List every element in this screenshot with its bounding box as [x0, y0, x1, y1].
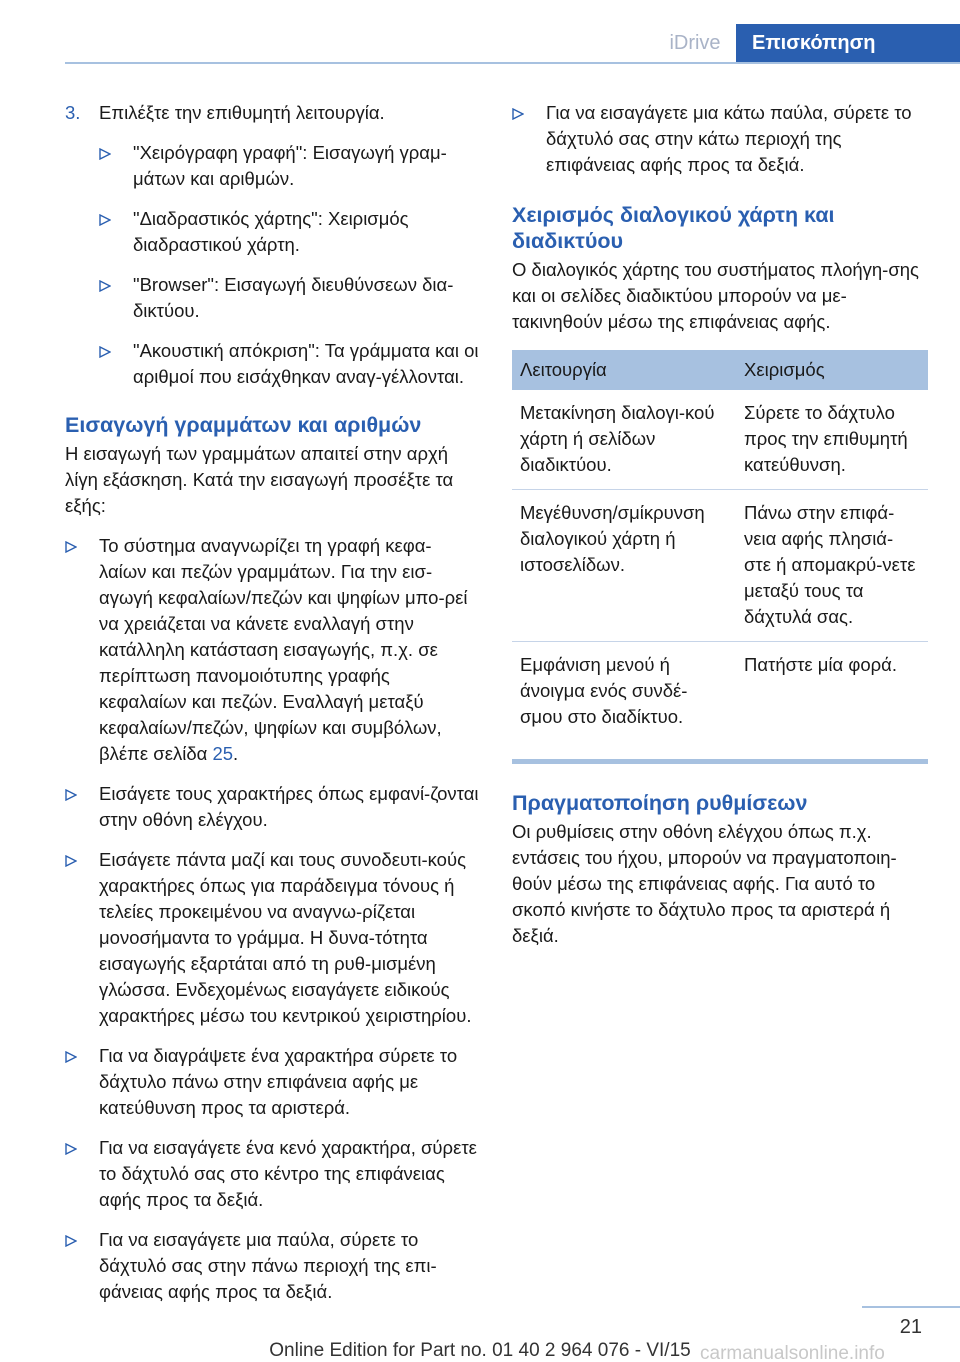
triangle-bullet-icon — [65, 1227, 77, 1247]
table-header-function: Λειτουργία — [512, 350, 736, 390]
list-item-text: Εισάγετε πάντα μαζί και τους συνοδευτι-κούς χαρακτήρες όπως για παράδειγμα τόνους ή τελείες προκειμένου να αναγνω-ρίζεται μονοσήμαντα το γράμμα. Η δυνα-τότητα εισαγωγής εξαρτάται από τη ρυθ-μισμένη γλώσσα. Ενδεχομένως εισαγάγετε ειδικούς χαρακτήρες μέσω του κεντρικού χειριστηρίου. — [99, 849, 472, 1026]
left-column — [65, 100, 479, 1305]
list-item — [512, 100, 928, 178]
list-item — [99, 206, 479, 258]
triangle-bullet-icon — [99, 206, 111, 226]
table-cell: Εμφάνιση μενού ή άνοιγμα ενός συνδέ-σμου στο διαδίκτυο. — [520, 654, 688, 727]
list-item — [65, 1135, 479, 1213]
triangle-bullet-icon — [99, 338, 111, 358]
table-row — [512, 390, 928, 490]
settings-paragraph: Οι ρυθμίσεις στην οθόνη ελέγχου όπως π.χ. εντάσεις του ήχου, μπορούν να πραγματοποιη-θούν μέσω της επιφάνειας αφής. Για αυτό το σκοπό κινήστε το δάχτυλο προς τα αριστερά ή δεξιά. — [512, 821, 897, 946]
list-item-text: Για να εισαγάγετε ένα κενό χαρακτήρα, σύρετε το δάχτυλό σας στο κέντρο της επιφάνειας αφής προς τα δεξιά. — [99, 1137, 477, 1210]
table-cell: Σύρετε το δάχτυλο προς την επιθυμητή κατεύθυνση. — [736, 390, 928, 490]
table-cell: Πάνω στην επιφά-νεια αφής πλησιά-στε ή απομακρύ-νετε μεταξύ τους τα δάχτυλά σας. — [736, 490, 928, 642]
step-text: Επιλέξτε την επιθυμητή λειτουργία. — [99, 102, 385, 123]
list-item-text: Το σύστημα αναγνωρίζει τη γραφή κεφα-λαίων και πεζών γραμμάτων. Για την εισ-αγωγή κεφαλαίων/πεζών και ψηφίων μπο-ρεί να χρειάζεται να κάνετε εναλλαγή στην κατάλληλη κατάσταση εισαγωγής, π.χ. σε περίπτωση πανομοιότυπης γραφής κεφαλαίων και πεζών. Εναλλαγή μεταξύ κεφαλαίων/πεζών, ψηφίων και συμβόλων, βλέπε σελίδα — [99, 535, 468, 764]
page-number: 21 — [899, 1316, 922, 1338]
header-section-label: iDrive — [669, 32, 721, 54]
triangle-bullet-icon — [512, 100, 524, 120]
triangle-bullet-icon — [99, 140, 111, 160]
list-item-text: "Browser": Εισαγωγή διευθύνσεων δια-δικτύου. — [133, 274, 454, 321]
list-item-text: "Χειρόγραφη γραφή": Εισαγωγή γραμ-μάτων και αριθμών. — [133, 142, 447, 189]
triangle-bullet-icon — [65, 533, 77, 553]
gesture-table — [512, 350, 928, 741]
step-number: 3. — [65, 102, 81, 123]
list-item-text: Για να διαγράψετε ένα χαρακτήρα σύρετε το δάχτυλο πάνω στην επιφάνεια αφής με κατεύθυνση προς τα αριστερά. — [99, 1045, 458, 1118]
triangle-bullet-icon — [65, 1135, 77, 1155]
page-reference-link[interactable]: 25 — [212, 743, 234, 764]
section-title-map-internet: Χειρισμός διαλογικού χάρτη και διαδικτύου — [512, 203, 835, 253]
list-item — [99, 140, 479, 192]
triangle-bullet-icon — [65, 1043, 77, 1063]
table-cell: Πατήστε μία φορά. — [744, 654, 898, 675]
list-item-text: Για να εισαγάγετε μια κάτω παύλα, σύρετε το δάχτυλό σας στην κάτω περιοχή της επιφάνειας αφής προς τα δεξιά. — [546, 102, 912, 175]
map-internet-paragraph: Ο διαλογικός χάρτης του συστήματος πλοήγη-σης και οι σελίδες διαδικτύου μπορούν να με-τακινηθούν μέσω της επιφάνειας αφής. — [512, 259, 919, 332]
section-title-text-entry: Εισαγωγή γραμμάτων και αριθμών — [65, 413, 422, 437]
table-header-operation: Χειρισμός — [736, 350, 928, 390]
list-item-text: "Διαδραστικός χάρτης": Χειρισμός διαδραστικού χάρτη. — [133, 208, 409, 255]
list-item — [65, 1043, 479, 1121]
footer-divider — [862, 1306, 960, 1308]
table-bottom-rule — [512, 759, 928, 764]
step-3 — [65, 100, 479, 126]
right-column — [512, 100, 928, 949]
triangle-bullet-icon — [65, 781, 77, 801]
triangle-bullet-icon — [65, 847, 77, 867]
list-item-text: Για να εισαγάγετε μια παύλα, σύρετε το δάχτυλό σας στην πάνω περιοχή της επι-φάνειας αφής προς τα δεξιά. — [99, 1229, 437, 1302]
triangle-bullet-icon — [99, 272, 111, 292]
list-item-text: Εισάγετε τους χαρακτήρες όπως εμφανί-ζονται στην οθόνη ελέγχου. — [99, 783, 479, 830]
list-item — [65, 781, 479, 833]
table-row — [512, 490, 928, 642]
header-divider — [65, 62, 960, 64]
watermark: carmanualsonline.info — [700, 1343, 885, 1362]
list-item — [65, 1227, 479, 1305]
footer-edition: Online Edition for Part no. 01 40 2 964 076 - VI/15 — [269, 1340, 691, 1361]
step-3-subitems — [99, 140, 479, 390]
table-row — [512, 642, 928, 742]
table-cell: Μετακίνηση διαλογι-κού χάρτη ή σελίδων διαδικτύου. — [512, 390, 736, 490]
section-title-settings: Πραγματοποίηση ρυθμίσεων — [512, 791, 808, 815]
header-chapter-tab: Επισκόπηση — [736, 24, 960, 62]
table-header-row — [512, 350, 928, 390]
intro-paragraph: Η εισαγωγή των γραμμάτων απαιτεί στην αρχή λίγη εξάσκηση. Κατά την εισαγωγή προσέξτε τα εξής: — [65, 443, 454, 516]
list-item — [99, 272, 479, 324]
list-item — [65, 847, 479, 1029]
list-item-text: "Ακουστική απόκριση": Τα γράμματα και οι αριθμοί που εισάχθηκαν αναγ-γέλλονται. — [133, 340, 479, 387]
list-item — [99, 338, 479, 390]
table-cell: Μεγέθυνση/σμίκρυνση διαλογικού χάρτη ή ιστοσελίδων. — [512, 490, 736, 642]
list-item: Το σύστημα αναγνωρίζει τη γραφή κεφα-λαίων και πεζών γραμμάτων. Για την εισ-αγωγή κεφαλαίων/πεζών και ψηφίων μπο-ρεί να χρειάζεται να κάνετε εναλλαγή στην κατάλληλη κατάσταση εισαγωγής, π.χ. σε περίπτωση πανομοιότυπης γραφής κεφαλαίων και πεζών. Εναλλαγή μεταξύ κεφαλαίων/πεζών, ψηφίων και συμβόλων, βλέπε σελίδα 25. — [65, 533, 479, 767]
